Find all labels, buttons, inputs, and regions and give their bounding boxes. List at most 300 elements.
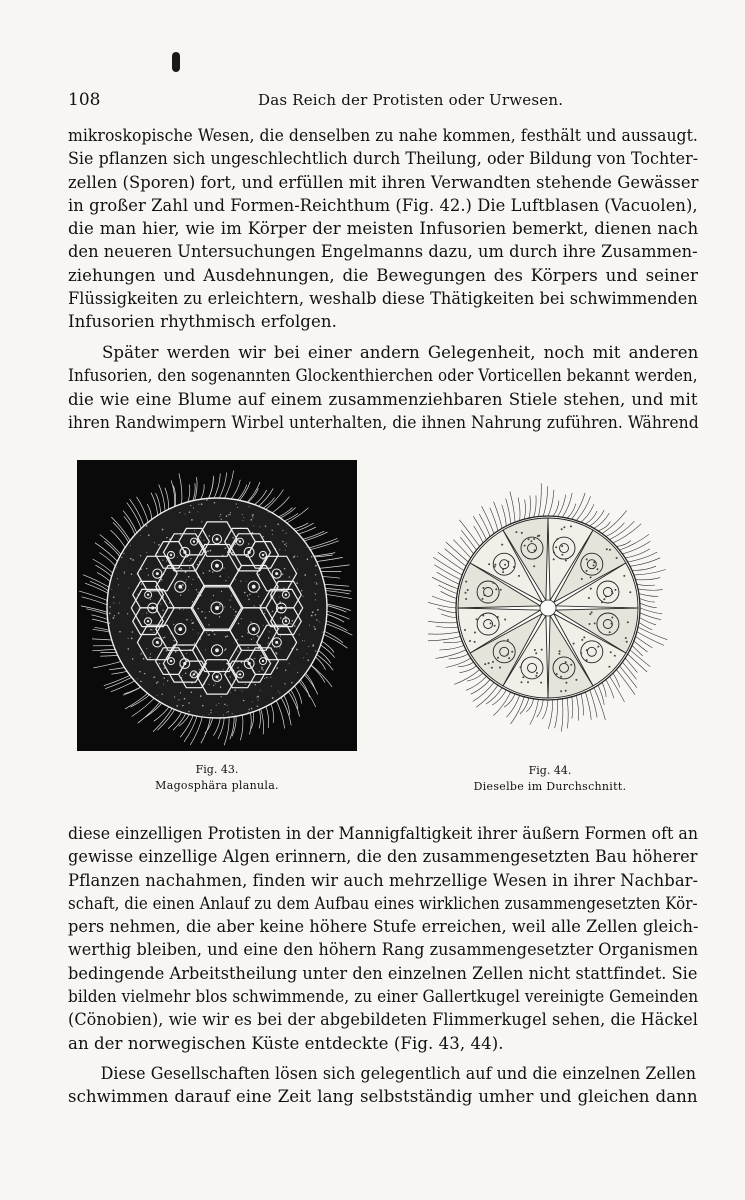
granule — [143, 658, 145, 660]
cilium — [482, 506, 494, 533]
granule — [225, 636, 227, 638]
cilium — [438, 608, 456, 613]
cilium — [638, 627, 667, 640]
nucleolus — [252, 585, 256, 589]
granule — [502, 568, 504, 570]
granule — [248, 543, 249, 544]
granule — [198, 504, 199, 505]
granule — [593, 564, 595, 566]
granule — [261, 668, 262, 669]
granule — [190, 558, 191, 559]
granule — [139, 579, 140, 580]
granule — [290, 623, 291, 624]
cilium — [278, 508, 295, 520]
granule — [492, 582, 494, 584]
granule — [127, 648, 129, 650]
cilium — [293, 684, 301, 703]
granule — [201, 611, 203, 613]
granule — [150, 653, 151, 654]
granule — [272, 610, 274, 612]
granule — [482, 615, 484, 617]
granule — [173, 624, 174, 625]
granule — [297, 569, 298, 570]
nucleolus — [216, 538, 219, 541]
granule — [306, 653, 307, 654]
granule — [291, 620, 293, 622]
granule — [563, 526, 565, 528]
granule — [314, 628, 316, 630]
cilium — [622, 662, 636, 679]
cilium — [632, 566, 656, 570]
cilium — [476, 685, 498, 707]
granule — [244, 592, 246, 594]
cilium — [432, 577, 458, 589]
granule — [586, 558, 588, 560]
granule — [162, 694, 163, 695]
granule — [264, 553, 265, 554]
granule — [201, 503, 203, 505]
granule — [522, 676, 524, 678]
granule — [609, 549, 611, 551]
granule — [228, 514, 229, 515]
granule — [278, 644, 279, 645]
granule — [207, 550, 209, 552]
granule — [307, 558, 309, 560]
figure-43-title: Magosphära planula. — [155, 779, 279, 792]
granule — [237, 662, 238, 663]
cilium — [506, 499, 511, 524]
text-line: Pflanzen nachahmen, finden wir auch mehrzellige Wesen in ihrer Nachbar- — [68, 870, 699, 890]
granule — [146, 552, 147, 553]
cilium — [123, 511, 137, 535]
granule — [184, 698, 186, 700]
granule — [162, 610, 163, 611]
granule — [181, 656, 182, 657]
granule — [274, 597, 275, 598]
cilium — [131, 694, 152, 708]
granule — [241, 636, 243, 638]
cilium — [542, 700, 548, 719]
cilium — [598, 685, 604, 705]
granule — [118, 584, 119, 585]
granule — [109, 613, 111, 615]
nucleolus — [275, 572, 278, 575]
granule — [209, 634, 210, 635]
granule — [234, 690, 235, 691]
cilium — [238, 482, 250, 503]
cilium — [628, 654, 647, 672]
granule — [260, 655, 261, 656]
granule — [593, 561, 595, 563]
text-line: Flüssigkeiten zu erleichtern, weshalb diese Thätigkeiten bei schwimmenden — [68, 289, 698, 309]
granule — [225, 648, 227, 650]
nucleolus — [170, 660, 172, 662]
granule — [308, 646, 309, 647]
granule — [282, 530, 283, 531]
granule — [565, 682, 567, 684]
granule — [130, 545, 131, 546]
granule — [260, 526, 261, 527]
granule — [242, 514, 243, 515]
granule — [494, 564, 496, 566]
cilium — [92, 649, 117, 651]
granule — [490, 622, 492, 624]
granule — [616, 557, 618, 559]
granule — [535, 675, 537, 677]
granule — [254, 658, 255, 659]
granule — [175, 651, 177, 653]
granule — [553, 552, 555, 554]
cilium — [168, 710, 182, 729]
cilium — [156, 493, 161, 516]
granule — [139, 671, 141, 673]
granule — [494, 625, 496, 627]
granule — [319, 621, 320, 622]
granule — [530, 540, 532, 542]
granule — [210, 709, 211, 710]
granule — [213, 685, 214, 686]
granule — [243, 517, 244, 518]
granule — [315, 599, 316, 600]
granule — [263, 670, 264, 671]
granule — [159, 663, 160, 664]
cilium — [613, 524, 641, 543]
nucleolus — [275, 641, 278, 644]
granule — [158, 544, 160, 546]
granule — [238, 623, 240, 625]
cilium — [567, 698, 568, 728]
cilium — [165, 488, 169, 512]
granule — [186, 619, 188, 621]
granule — [182, 675, 183, 676]
granule — [234, 615, 235, 616]
granule — [235, 579, 236, 580]
granule — [146, 648, 147, 649]
cilium — [194, 477, 197, 502]
granule — [499, 667, 501, 669]
paragraph-3 — [68, 822, 698, 1055]
granule — [194, 672, 196, 674]
text-line: Später werden wir bei einer andern Gelegenheit, noch mit anderen — [102, 343, 699, 362]
granule — [257, 706, 259, 708]
cilium — [518, 498, 520, 521]
granule — [260, 690, 261, 691]
granule — [230, 512, 231, 513]
cilium — [290, 688, 298, 709]
granule — [185, 513, 186, 514]
granule — [132, 658, 134, 660]
granule — [252, 514, 254, 516]
granule — [162, 529, 164, 531]
granule — [286, 533, 287, 534]
granule — [116, 567, 117, 568]
granule — [626, 641, 628, 643]
granule — [202, 705, 204, 707]
granule — [581, 578, 583, 580]
text-line: ziehungen und Ausdehnungen, die Bewegungen des Körpers und seiner — [68, 265, 698, 285]
granule — [219, 575, 221, 577]
granule — [511, 651, 513, 653]
granule — [591, 611, 593, 613]
granule — [264, 613, 265, 614]
granule — [165, 601, 166, 602]
granule — [141, 583, 142, 584]
granule — [556, 673, 558, 675]
granule — [603, 598, 605, 600]
granule — [209, 714, 210, 715]
granule — [131, 573, 133, 575]
granule — [146, 525, 147, 526]
cilium — [459, 520, 479, 547]
granule — [507, 653, 509, 655]
granule — [580, 652, 582, 654]
granule — [140, 653, 141, 654]
nucleolus — [193, 673, 195, 675]
granule — [476, 618, 478, 620]
central-cavity — [540, 600, 556, 616]
granule — [206, 499, 207, 500]
granule — [623, 575, 625, 577]
granule — [200, 695, 202, 697]
granule — [214, 502, 216, 504]
granule — [303, 657, 304, 658]
granule — [199, 669, 200, 670]
granule — [252, 515, 253, 516]
granule — [296, 582, 298, 584]
granule — [264, 678, 265, 679]
granule — [608, 666, 610, 668]
granule — [614, 655, 616, 657]
cilium — [208, 476, 214, 501]
granule — [198, 633, 199, 634]
granule — [488, 563, 490, 565]
cilium — [502, 505, 507, 526]
granule — [261, 667, 263, 669]
text-line: die wie eine Blume auf einem zusammenziehbaren Stiele stehen, und mit — [68, 389, 698, 409]
granule — [501, 544, 503, 546]
text-line: Sie pflanzen sich ungeschlechtlich durch Theilung, oder Bildung von Tochter- — [68, 149, 699, 169]
granule — [224, 704, 225, 705]
cilium — [428, 636, 461, 640]
granule — [219, 516, 220, 517]
cilium — [137, 497, 149, 525]
granule — [565, 661, 567, 663]
granule — [124, 573, 125, 574]
cilium — [308, 541, 339, 550]
cilium — [208, 478, 214, 501]
granule — [558, 653, 560, 655]
cilium — [296, 527, 316, 535]
granule — [183, 563, 184, 564]
granule — [198, 591, 199, 592]
cilium — [602, 682, 606, 697]
granule — [611, 592, 613, 594]
granule — [312, 611, 314, 613]
nucleolus — [285, 594, 287, 596]
granule — [230, 676, 231, 677]
cross-section-drawing — [428, 458, 668, 758]
cilium — [524, 500, 525, 519]
granule — [161, 579, 163, 581]
cilium — [105, 676, 133, 688]
cilium — [439, 585, 458, 594]
granule — [560, 676, 562, 678]
granule — [232, 537, 234, 539]
cilium — [449, 654, 469, 659]
granule — [253, 525, 254, 526]
granule — [507, 561, 509, 563]
granule — [250, 622, 251, 623]
granule — [210, 712, 211, 713]
granule — [605, 596, 607, 598]
granule — [611, 623, 613, 625]
cilium — [275, 699, 284, 729]
text-line: schaft, die einen Anlauf zu dem Aufbau eines wirklichen zusammengesetzten Kör- — [68, 893, 698, 913]
figure-43-caption — [77, 763, 357, 792]
text-line: werthig bleiben, und eine den höhern Rang zusammengesetzter Organismen — [68, 940, 699, 960]
granule — [268, 643, 269, 644]
nucleolus — [178, 627, 182, 631]
granule — [245, 684, 246, 685]
granule — [230, 606, 231, 607]
cilium — [428, 632, 459, 634]
cilium — [230, 480, 240, 501]
granule — [140, 555, 141, 556]
granule — [167, 680, 168, 681]
granule — [180, 595, 181, 596]
granule — [611, 617, 613, 619]
granule — [507, 639, 509, 641]
granule — [285, 670, 286, 671]
granule — [272, 534, 273, 535]
cilium — [458, 662, 474, 667]
granule — [212, 571, 214, 573]
cilium — [602, 510, 627, 533]
granule — [113, 602, 114, 603]
granule — [166, 561, 167, 562]
granule — [189, 560, 190, 561]
granule — [236, 503, 237, 504]
granule — [231, 595, 232, 596]
cilium — [301, 531, 324, 540]
granule — [200, 537, 201, 538]
granule — [241, 691, 242, 692]
granule — [284, 568, 286, 570]
granule — [224, 650, 225, 651]
granule — [164, 637, 165, 638]
granule — [474, 632, 476, 634]
cilium — [460, 537, 473, 554]
granule — [565, 690, 567, 692]
granule — [280, 617, 281, 618]
granule — [192, 629, 193, 630]
granule — [500, 589, 502, 591]
granule — [464, 629, 466, 631]
granule — [285, 618, 286, 619]
figure-44-caption — [430, 764, 670, 793]
granule — [119, 603, 120, 604]
nucleolus — [285, 620, 287, 622]
cilium — [138, 701, 162, 724]
granule — [504, 564, 506, 566]
cilium — [294, 523, 314, 532]
paragraph-4 — [68, 1062, 698, 1109]
granule — [128, 587, 129, 588]
granule — [157, 695, 158, 696]
granule — [215, 683, 216, 684]
cilium — [127, 503, 142, 531]
cilium — [213, 716, 220, 736]
granule — [561, 528, 563, 530]
granule — [186, 579, 187, 580]
granule — [304, 574, 306, 576]
granule — [146, 612, 147, 613]
granule — [289, 576, 290, 577]
granule — [482, 587, 484, 589]
granule — [182, 584, 183, 585]
granule — [255, 684, 256, 685]
cilium — [159, 485, 165, 514]
granule — [521, 532, 523, 534]
granule — [252, 701, 253, 702]
granule — [190, 505, 191, 506]
granule — [314, 626, 315, 627]
granule — [541, 649, 543, 651]
cilium — [562, 493, 572, 517]
running-title: Das Reich der Protisten oder Urwesen. — [258, 91, 564, 109]
cilium — [83, 575, 111, 589]
cilium — [428, 602, 456, 608]
granule — [533, 538, 535, 540]
granule — [191, 519, 193, 521]
granule — [138, 608, 139, 609]
cilium — [606, 680, 614, 699]
cilium — [111, 517, 131, 543]
granule — [253, 637, 254, 638]
text-line: Infusorien, den sogenannten Glockenthierchen oder Vorticellen bekannt werden, — [68, 366, 698, 386]
cilium — [322, 584, 349, 586]
granule — [225, 580, 226, 581]
granule — [555, 546, 557, 548]
nucleolus — [193, 540, 195, 542]
granule — [241, 678, 242, 679]
cilium — [494, 502, 503, 529]
granule — [589, 613, 591, 615]
cilium — [309, 664, 325, 683]
granule — [197, 511, 198, 512]
cilium — [594, 688, 605, 720]
granule — [219, 606, 220, 607]
granule — [610, 651, 612, 653]
granule — [484, 594, 486, 596]
cilium — [640, 608, 662, 614]
cilium — [526, 699, 533, 712]
granule — [165, 617, 166, 618]
cilium — [590, 510, 604, 526]
cilium — [324, 590, 350, 594]
granule — [150, 599, 151, 600]
nucleolus — [178, 585, 182, 589]
granule — [156, 682, 158, 684]
cilium — [324, 594, 352, 599]
granule — [188, 711, 190, 713]
nucleolus — [262, 660, 264, 662]
granule — [301, 590, 302, 591]
granule — [179, 609, 180, 610]
granule — [219, 616, 220, 617]
cilium — [637, 632, 664, 646]
granule — [186, 653, 187, 654]
